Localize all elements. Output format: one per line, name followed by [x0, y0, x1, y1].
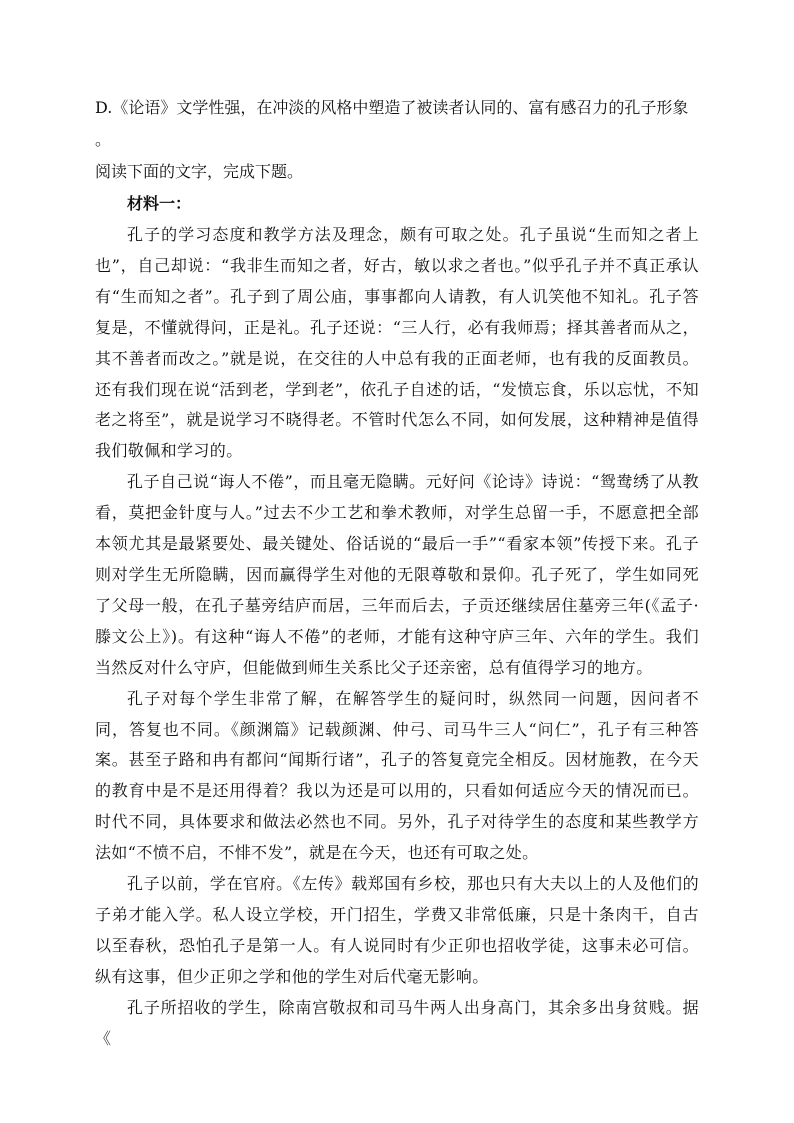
reading-instruction: 阅读下面的文字，完成下题。	[95, 162, 304, 181]
option-d	[95, 92, 699, 156]
option-d-text: D.《论语》文学性强，在冲淡的风格中塑造了被读者认同的、富有感召力的孔子形象	[95, 98, 689, 117]
material-title: 材料一：	[127, 194, 192, 213]
paragraph-5: 孔子所招收的学生，除南宫敬叔和司马牛两人出身高门，其余多出身贫贱。据《	[95, 997, 699, 1048]
paragraph-1: 孔子的学习态度和教学方法及理念，颇有可取之处。孔子虽说“生而知之者上也”，自己却说：“我非生而知之者，好古，敏以求之者也。”似乎孔子并不真正承认有“生而知之者”。孔子到了周公庙，事事都向人请教，有人讥笑他不知礼。孔子答复是，不懂就得问，正是礼。孔子还说：“三人行，必有我师焉；择其善者而从之，其不善者而改之。”就是说，在交往的人中总有我的正面老师，也有我的反面教员。还有我们现在说“活到老，学到老”，依孔子自述的话，“发愤忘食，乐以忘忧，不知老之将至”，就是说学习不晓得老。不管时代怎么不同，如何发展，这种精神是值得我们敬佩和学习的。	[95, 225, 699, 461]
option-d-tail: 。	[95, 130, 112, 149]
paragraph-2: 孔子自己说“诲人不倦”，而且毫无隐瞒。元好问《论诗》诗说：“鸳鸯绣了从教看，莫把金针度与人。”过去不少工艺和拳术教师，对学生总留一手，不愿意把全部本领尤其是最紧要处、最关键处、俗话说的“最后一手”“看家本领”传授下来。孔子则对学生无所隐瞒，因而赢得学生对他的无限尊敬和景仰。孔子死了，学生如同死了父母一般，在孔子墓旁结庐而居，三年而后去，子贡还继续居住墓旁三年(《孟子·滕文公上》)。有这种“诲人不倦”的老师，才能有这种守庐三年、六年的学生。我们当然反对什么守庐，但能做到师生关系比父子还亲密，总有值得学习的地方。	[95, 472, 699, 677]
paragraph-3: 孔子对每个学生非常了解，在解答学生的疑问时，纵然同一问题，因问者不同，答复也不同。《颜渊篇》记载颜渊、仲弓、司马牛三人“问仁”，孔子有三种答案。甚至子路和冉有都问“闻斯行诸”，孔子的答复竟完全相反。因材施教，在今天的教育中是不是还用得着？我以为还是可以用的，只看如何适应今天的情况而已。时代不同，具体要求和做法必然也不同。另外，孔子对待学生的态度和某些教学方法如“不愤不启，不悱不发”，就是在今天，也还有可取之处。	[95, 688, 699, 863]
paragraph-4: 孔子以前，学在官府。《左传》载郑国有乡校，那也只有大夫以上的人及他们的子弟才能入学。私人设立学校，开门招生，学费又非常低廉，只是十条肉干，自古以至春秋，恐怕孔子是第一人。有人说同时有少正卯也招收学徒，这事未必可信。纵有这事，但少正卯之学和他的学生对后代毫无影响。	[95, 874, 699, 986]
